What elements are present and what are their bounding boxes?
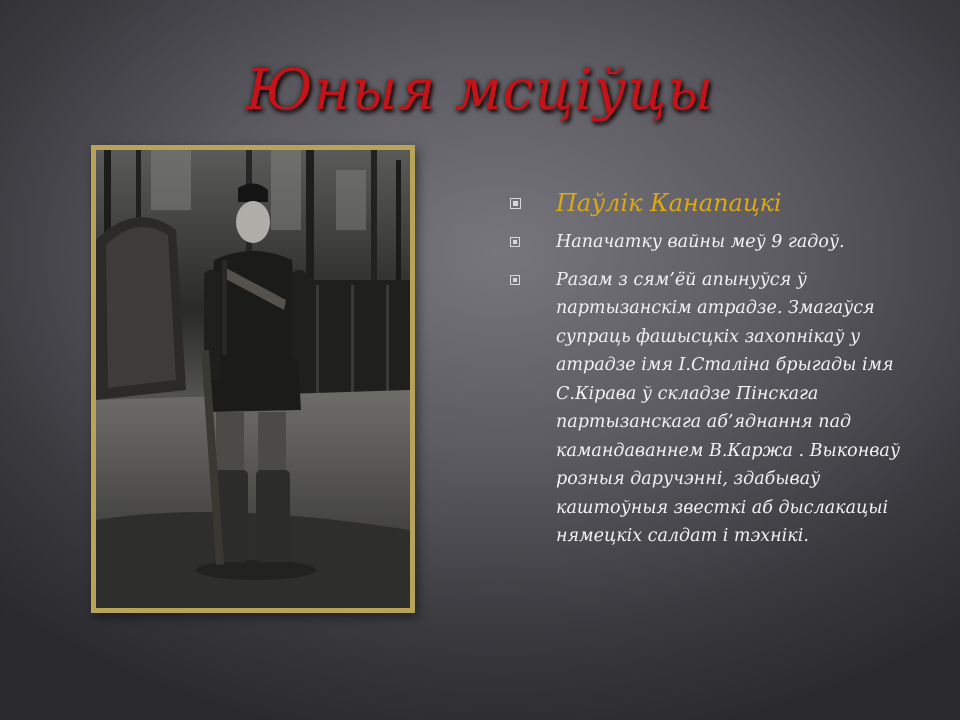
bullet-content [510,188,930,560]
point-text: Разам з сям’ёй апынуўся ў партызанскім атрадзе. Змагаўся супраць фашысцкіх захопнікаў у атрадзе імя І.Сталіна брыгады імя С.Кірава ў складзе Пінскага партызанскага аб’яднання пад камандаваннем В.Каржа . Выконваў розныя даручэнні, здабываў каштоўныя звесткі аб дыслакацыі нямецкіх салдат і тэхнікі. [556,269,900,546]
person-name: Паўлік Канапацкі [556,189,782,217]
point-text: Напачатку вайны меў 9 гадоў. [556,232,845,252]
photo-frame [91,145,415,613]
square-bullet-icon [510,237,520,247]
boy-partisan-photo [96,150,410,608]
bullet-point-age [510,228,930,257]
square-bullet-icon [510,275,520,285]
square-bullet-icon [510,198,521,209]
bullet-heading [510,188,930,218]
slide-title: Юныя мсціўцы [245,58,715,123]
bullet-point-biography [510,266,930,551]
